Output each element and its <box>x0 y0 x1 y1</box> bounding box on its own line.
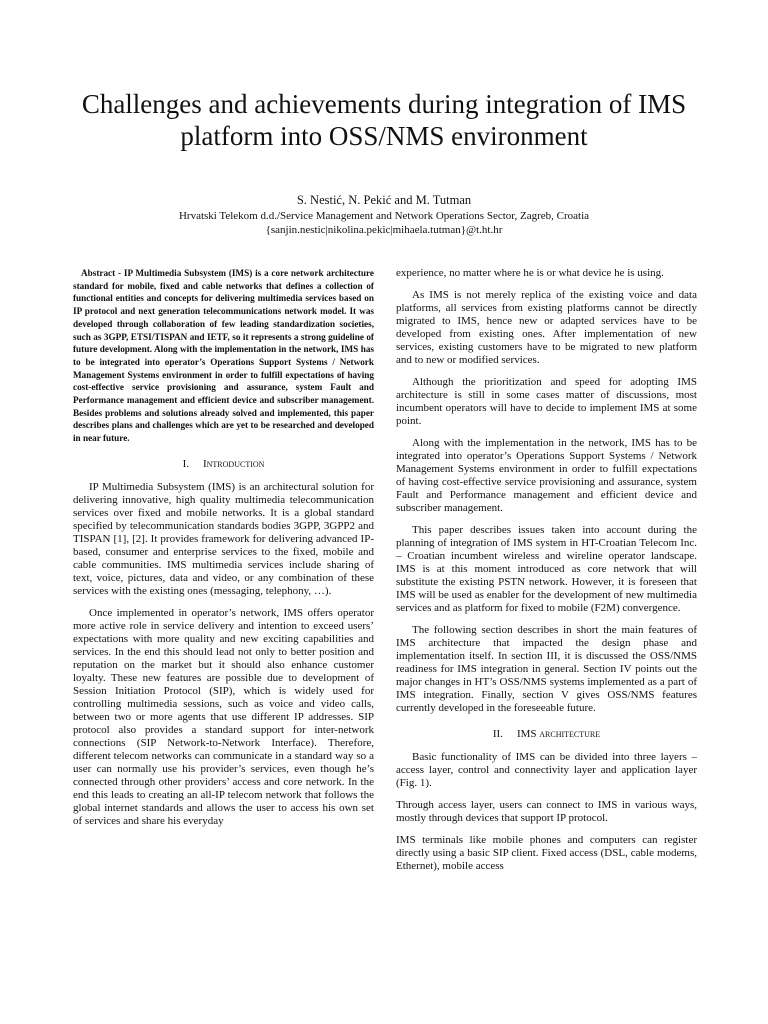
section-heading-ims-architecture <box>396 728 697 741</box>
ims-paragraph-1: Basic functionality of IMS can be divided into three layers – access layer, control and connectivity layer and application layer (Fig. 1). <box>396 751 697 789</box>
intro-paragraph-1: IP Multimedia Subsystem (IMS) is an architectural solution for delivering innovative, high quality multimedia telecommunication services over fixed and mobile networks. It is a global standard specified by telecommunication standards bodies 3GPP, 3GPP2 and TISPAN [1], [2]. It provides framework for delivering advanced IP-based, consumer and enterprise services to the fixed, mobile and cable communities. IMS multimedia services include sharing of text, voice, pictures, data and video, or any combination of these services with the existing ones (messaging, telephony, …). <box>73 480 374 597</box>
section-heading-introduction <box>73 458 374 471</box>
section-title: IMS architecture <box>516 728 601 740</box>
left-column <box>73 267 374 837</box>
affiliation <box>40 210 728 237</box>
right-column <box>396 267 697 882</box>
affiliation-text: Hrvatski Telekom d.d./Service Management and Network Operations Sector, Zagreb, Croatia <box>178 210 590 222</box>
ims-paragraph-2: Through access layer, users can connect to IMS in various ways, mostly through devices that support IP protocol. <box>396 799 697 824</box>
intro-paragraph-continued: experience, no matter where he is or what device he is using. <box>396 267 664 279</box>
intro-paragraph-6: This paper describes issues taken into account during the planning of integration of IMS system in HT-Croatian Telecom Inc. – Croatian incumbent wireless and wireline operator landscape. IMS is at this moment introduced as core network that will substitute the existing PSTN network. However, it is foreseen that IMS will be used as enabler for the development of new multimedia services and as platform for fixed to mobile (F2M) convergence. <box>396 524 697 614</box>
section-number: I. <box>182 457 189 470</box>
intro-paragraph-4: Although the prioritization and speed for adopting IMS architecture is still in some cases matter of discussions, most incumbent operators will have to decide to implement IMS at some point. <box>396 376 697 427</box>
section-number: II. <box>492 728 503 740</box>
intro-paragraph-7: The following section describes in short the main features of IMS architecture that impacted the design phase and implementation itself. In section III, it is discussed the OSS/NMS readiness for IMS integration in general. Section IV points out the major changes in HT’s OSS/NMS systems implemented as a part of IMS integration. Finally, section V gives OSS/NMS features currently developed in the foreseeable future. <box>396 624 697 714</box>
authors: S. Nestić, N. Pekić and M. Tutman <box>296 193 472 207</box>
author-emails: {sanjin.nestic|nikolina.pekic|mihaela.tutman}@t.ht.hr <box>265 223 503 236</box>
intro-paragraph-2: Once implemented in operator’s network, IMS offers operator more active role in service delivery and intention to exceed users’ expectations with more quality and new exciting capabilities and services. In the end this should lead not only to better position and reputation on the market but it should also enhance customer loyalty. These new features are possible due to development of Session Initiation Protocol (SIP), which is widely used for controlling multimedia sessions, such as voice and video calls, between two or more agents that use different IP addresses. SIP protocol also provides a standard support for inter-network connections (SIP Network-to-Network Interface). Therefore, different telecom networks can communicate in a standard way so a user can normally use his provider’s services, even though he’s connected through other providers’ access and core network. In the end this leads to creating an all-IP telecom network that follows the global internet standards and allows the user to access his own set of services and share his everyday <box>73 606 374 827</box>
paper-title: Challenges and achievements during integration of IMS platform into OSS/NMS environment <box>81 89 687 151</box>
ims-paragraph-3: IMS terminals like mobile phones and computers can register directly using a basic SIP client. Fixed access (DSL, cable modems, Ethernet), mobile access <box>396 834 697 872</box>
intro-paragraph-3: As IMS is not merely replica of the existing voice and data platforms, all services from existing platforms cannot be directly migrated to IMS, hence new or adapted services have to be developed from existing ones. After implementation of new services, existing customers have to be migrated to new platform and to new or modified services. <box>396 289 697 366</box>
section-title: Introduction <box>202 457 265 470</box>
intro-paragraph-5: Along with the implementation in the network, IMS has to be integrated into operator’s Operations Support Systems / Network Management Systems environment in order to fulfill expectations of having cost-effective service provisioning and assurance, system Fault and Performance management and efficient device and subscriber management. <box>396 437 697 514</box>
abstract: Abstract - IP Multimedia Subsystem (IMS) is a core network architecture standard for mobile, fixed and cable networks that defines a collection of functional entities and concepts for delivering multimedia services based on IP protocol and next generation telecommunications network model. It was developed through collaboration of few leading standardization societies, such as 3GPP, ETSI/TISPAN and IETF, so it represents a strong guideline of future development. Along with the implementation in the network, IMS has to be integrated into operator’s Operations Support Systems / Network Management Systems environment in order to fulfill expectations of having cost-effective service provisioning and assurance, system Fault and Performance management and efficient device and subscriber management. Besides problems and solutions already solved and implemented, this paper describes plans and challenges which are yet to be researched and developed in near future. <box>73 268 374 444</box>
